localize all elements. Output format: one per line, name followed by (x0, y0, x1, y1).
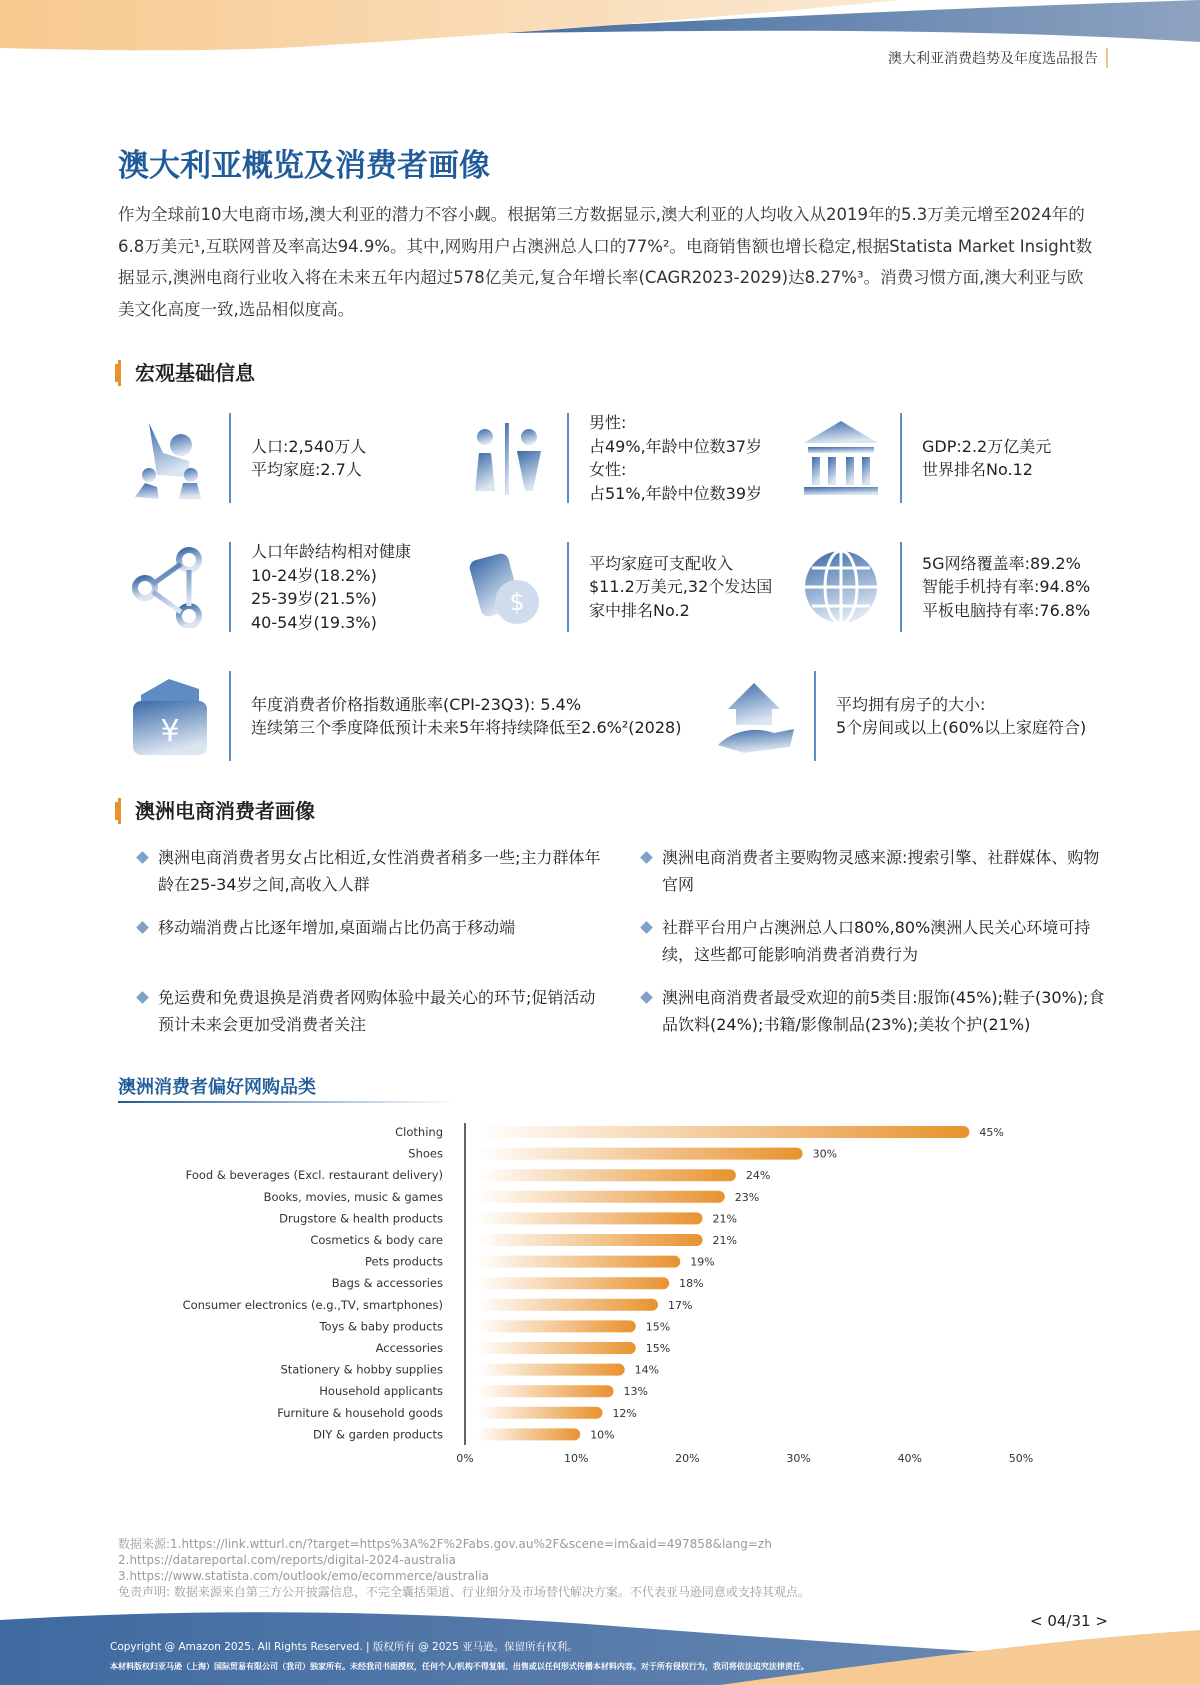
x-tick-label: 20% (675, 1452, 700, 1465)
chart-title: 澳洲消费者偏好网购品类 (118, 1077, 316, 1098)
value-label: 10% (590, 1428, 615, 1442)
info-text (251, 540, 411, 634)
info-line: 世界排名No.12 (922, 460, 1033, 479)
category-label: Cosmetics & body care (310, 1233, 443, 1247)
divider (229, 671, 231, 761)
intro-paragraph: 作为全球前10大电商市场,澳大利亚的潜力不容小觑。根据第三方数据显示,澳大利亚的人均收入从2019年的5.3万美元增至2024年的6.8万美元¹,互联网普及率高达94.9%。其中,网购用户占澳洲总人口的77%²。电商销售额也增长稳定,根据Statista Market Insight数据显示,澳洲电商行业收入将在未来五年内超过578亿美元,复合年增长率(CAGR2023-2029)达8.27%³。消费习惯方面,澳大利亚与欧美文化高度一致,选品相似度高。 (118, 205, 1093, 319)
info-text (836, 693, 1086, 740)
value-label: 12% (612, 1406, 637, 1420)
info-text (251, 435, 366, 482)
divider (229, 413, 231, 503)
diamond-bullet-icon (640, 991, 653, 1004)
house-hand-icon (714, 675, 796, 757)
bar (477, 1126, 969, 1138)
value-label: 24% (745, 1169, 771, 1183)
diamond-bullet-icon (640, 851, 653, 864)
category-label: Clothing (395, 1125, 443, 1139)
info-line: 40-54岁(19.3%) (251, 612, 377, 632)
persona-bullet (642, 844, 1112, 898)
category-label: Furniture & household goods (277, 1405, 443, 1420)
source-line: 2.https://datareportal.com/reports/digital-2024-australia (118, 1553, 456, 1567)
info-line: 平均拥有房子的大小: (836, 694, 986, 714)
source-line: 3.https://www.statista.com/outlook/emo/ecommerce/australia (118, 1569, 489, 1583)
macro-info-item (129, 542, 411, 632)
chart-title-underline (118, 1101, 458, 1103)
value-label: 15% (645, 1342, 671, 1355)
bar (477, 1428, 580, 1440)
info-line: 占51%,年龄中位数39岁 (589, 483, 763, 503)
diamond-bullet-icon (136, 851, 149, 864)
divider (567, 542, 569, 632)
value-label: 14% (634, 1363, 660, 1377)
macro-info-item (467, 413, 762, 503)
bar (477, 1148, 803, 1160)
bar (477, 1320, 636, 1332)
macro-info-item (800, 542, 1090, 632)
x-tick-label: 30% (786, 1452, 811, 1465)
sources (118, 1536, 810, 1600)
category-label: Food & beverages (Excl. restaurant delivery) (185, 1168, 443, 1183)
divider (814, 671, 816, 761)
bar (477, 1299, 658, 1311)
category-label: Accessories (375, 1341, 443, 1355)
persona-bullet (642, 984, 1112, 1038)
disclaimer: 免责声明: 数据来源来自第三方公开披露信息，不完全囊括渠道、行业细分及市场替代解决方案。不代表亚马逊同意或支持其观点。 (118, 1585, 810, 1599)
info-text (589, 411, 762, 505)
bullet-text: 社群平台用户占澳洲总人口80%,80%澳洲人民关心环境可持续，这些都可能影响消费者消费行为 (662, 918, 1091, 964)
copyright (110, 1638, 809, 1676)
x-tick-label: 10% (563, 1452, 589, 1465)
persona-bullet (138, 914, 608, 941)
info-line: 女性: (589, 460, 627, 479)
category-label: Bags & accessories (331, 1276, 443, 1291)
info-line: 10-24岁(18.2%) (251, 565, 377, 585)
info-line: GDP:2.2万亿美元 (922, 436, 1052, 456)
globe-icon (800, 546, 882, 628)
x-tick-label: 0% (456, 1452, 474, 1465)
cards-dollar-icon (467, 546, 549, 628)
info-line: 占49%,年龄中位数37岁 (589, 436, 763, 456)
category-label: Consumer electronics (e.g.,TV, smartphones) (182, 1297, 443, 1312)
section-heading-macro: 宏观基础信息 (118, 360, 255, 386)
copyright-line: Copyright @ Amazon 2025. All Rights Reserved. | 版权所有 @ 2025 亚马逊。保留所有权利。 (110, 1641, 578, 1653)
category-label: Drugstore & health products (279, 1211, 443, 1226)
network-icon (129, 546, 211, 628)
diamond-bullet-icon (640, 921, 653, 934)
info-line: $11.2万美元,32个发达国 (589, 577, 773, 597)
source-line: 数据来源:1.https://link.wtturl.cn/?target=https%3A%2F%2Fabs.gov.au%2F&scene=im&aid=497858&lang=zh (118, 1537, 772, 1551)
macro-info-item (714, 671, 1086, 761)
value-label: 17% (668, 1298, 693, 1312)
info-text (251, 693, 681, 740)
bar (477, 1407, 602, 1419)
diamond-bullet-icon (136, 991, 149, 1004)
persona-bullet (138, 984, 608, 1038)
bar (477, 1212, 703, 1224)
bullet-text: 澳洲电商消费者主要购物灵感来源:搜索引擎、社群媒体、购物官网 (662, 848, 1100, 894)
info-line: 连续第三个季度降低预计未来5年将持续降低至2.6%²(2028) (251, 718, 682, 737)
info-line: 5个房间或以上(60%以上家庭符合) (836, 718, 1087, 737)
bullet-text: 澳洲电商消费者男女占比相近,女性消费者稍多一些;主力群体年龄在25-34岁之间,高收入人群 (158, 848, 601, 894)
info-text (922, 552, 1090, 623)
info-line: 25-39岁(21.5%) (251, 589, 377, 608)
bullet-text: 免运费和免费退换是消费者网购体验中最关心的环节;促销活动预计未来会更加受消费者关注 (158, 988, 596, 1034)
page-indicator[interactable]: < 04/31 > (1030, 1612, 1108, 1630)
category-label: Household applicants (319, 1384, 443, 1399)
macro-info-item (467, 542, 772, 632)
info-text (589, 552, 772, 623)
svg-text:$: $ (509, 588, 525, 616)
svg-text:¥: ¥ (160, 714, 180, 749)
info-text (922, 435, 1051, 482)
macro-info-item (129, 413, 366, 503)
divider (900, 413, 902, 503)
bar (477, 1256, 680, 1268)
bar (477, 1191, 725, 1203)
macro-info-item (129, 671, 681, 761)
bar (477, 1234, 703, 1246)
info-line: 男性: (589, 413, 627, 432)
info-line: 家中排名No.2 (589, 600, 690, 620)
category-label: DIY & garden products (313, 1427, 443, 1442)
divider (229, 542, 231, 632)
report-title: 澳大利亚消费趋势及年度选品报告 (888, 48, 1108, 68)
value-label: 18% (679, 1277, 704, 1291)
category-label: Pets products (365, 1254, 443, 1269)
info-line: 年度消费者价格指数通胀率(CPI-23Q3): 5.4% (251, 694, 582, 714)
info-line: 5G网络覆盖率:89.2% (922, 553, 1081, 573)
bar (477, 1277, 669, 1289)
bar (477, 1385, 614, 1397)
bar (477, 1169, 736, 1181)
x-tick-label: 50% (1008, 1452, 1034, 1465)
divider (900, 542, 902, 632)
info-line: 智能手机持有率:94.8% (922, 577, 1091, 597)
wallet-yen-icon (129, 675, 211, 757)
info-line: 平均家庭:2.7人 (251, 460, 362, 479)
macro-info-item (800, 413, 1051, 503)
category-label: Stationery & hobby supplies (280, 1362, 443, 1377)
category-label: Toys & baby products (319, 1319, 443, 1334)
value-label: 15% (645, 1320, 671, 1334)
page-title: 澳大利亚概览及消费者画像 (118, 148, 490, 184)
value-label: 45% (979, 1126, 1004, 1139)
gender-icon (467, 417, 549, 499)
persona-bullet (138, 844, 608, 898)
section-heading-persona: 澳洲电商消费者画像 (118, 798, 315, 824)
x-tick-label: 40% (897, 1452, 923, 1465)
info-line: 平板电脑持有率:76.8% (922, 600, 1091, 620)
value-label: 19% (690, 1255, 715, 1269)
info-line: 人口:2,540万人 (251, 436, 367, 456)
value-label: 21% (712, 1212, 737, 1226)
persona-bullet (642, 914, 1112, 968)
info-line: 人口年龄结构相对健康 (251, 542, 412, 561)
value-label: 23% (734, 1190, 760, 1204)
category-label: Books, movies, music & games (263, 1189, 443, 1204)
divider (567, 413, 569, 503)
bullet-text: 澳洲电商消费者最受欢迎的前5类目:服饰(45%);鞋子(30%);食品饮料(24%);书籍/影像制品(23%);美妆个护(21%) (662, 988, 1105, 1034)
bullet-text: 移动端消费占比逐年增加,桌面端占比仍高于移动端 (158, 918, 516, 937)
copyright-notice: 本材料版权归亚马逊（上海）国际贸易有限公司（我司）独家所有。未经我司书面授权，任何个人/机构不得复制、出售或以任何形式传播本材料内容。对于所有侵权行为，我司将依法追究法律责任。 (110, 1662, 809, 1671)
category-label: Shoes (408, 1146, 443, 1161)
bar (477, 1342, 636, 1354)
bar (477, 1364, 625, 1376)
diamond-bullet-icon (136, 921, 149, 934)
value-label: 13% (623, 1385, 649, 1399)
value-label: 21% (712, 1234, 737, 1247)
bank-icon (800, 417, 882, 499)
bar-chart (0, 1115, 1200, 1475)
value-label: 30% (812, 1147, 838, 1161)
info-line: 平均家庭可支配收入 (589, 553, 734, 573)
family-icon (129, 417, 211, 499)
